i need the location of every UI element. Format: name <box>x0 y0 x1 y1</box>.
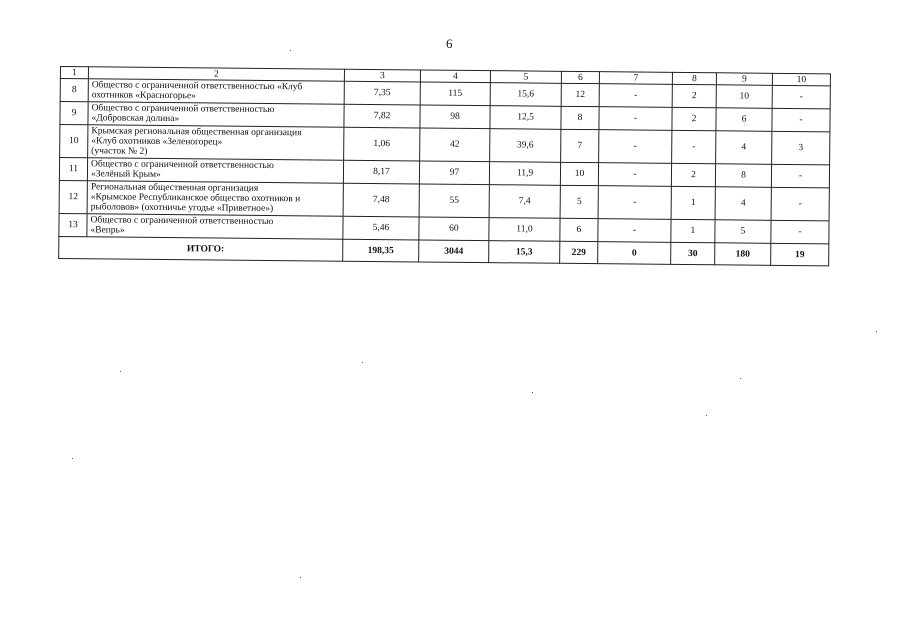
total-col-5: 15,3 <box>489 241 560 264</box>
header-cell-3: 3 <box>344 69 420 82</box>
organization-name <box>87 214 343 239</box>
header-cell-10: 10 <box>772 73 830 86</box>
cell-col-10: - <box>771 164 829 188</box>
cell-col-9: 4 <box>715 187 771 221</box>
row-number: 8 <box>60 79 88 102</box>
header-cell-9: 9 <box>716 73 772 86</box>
cell-col-7: - <box>599 84 672 108</box>
hunting-grounds-table <box>58 66 831 266</box>
cell-col-10: - <box>771 220 829 244</box>
cell-col-7: - <box>598 219 671 243</box>
header-cell-7: 7 <box>599 72 672 85</box>
cell-col-3: 5,46 <box>343 216 419 240</box>
scan-speck <box>290 50 291 51</box>
header-cell-6: 6 <box>561 71 599 83</box>
organization-name-line: Общество с ограниченной ответственностью <box>91 103 275 116</box>
organization-name-line: Общество с ограниченной ответственностью <box>91 159 274 172</box>
header-cell-5: 5 <box>490 71 561 84</box>
cell-col-10: - <box>771 187 829 221</box>
cell-col-3: 7,82 <box>344 104 420 128</box>
scan-speck <box>876 331 877 332</box>
cell-col-8: 2 <box>672 84 716 107</box>
organization-name-line: «Клуб охотников «Зеленогорец» <box>91 136 223 148</box>
cell-col-10: 3 <box>772 131 830 165</box>
cell-col-6: 12 <box>561 83 599 106</box>
cell-col-9: 6 <box>716 108 772 132</box>
organization-name <box>88 79 344 104</box>
scan-speck <box>362 362 363 363</box>
organization-name <box>88 102 344 127</box>
cell-col-8: - <box>672 130 716 163</box>
scan-speck <box>532 392 533 393</box>
cell-col-9: 4 <box>716 131 772 165</box>
cell-col-7: - <box>599 130 672 164</box>
cell-col-9: 8 <box>715 164 771 188</box>
row-number: 13 <box>59 213 87 236</box>
cell-col-6: 7 <box>561 129 599 162</box>
cell-col-6: 6 <box>560 218 598 241</box>
organization-name-line: охотников «Красногорье» <box>91 90 196 102</box>
hunting-grounds-table-wrap <box>58 66 830 266</box>
cell-col-3: 7,48 <box>343 183 419 217</box>
cell-col-10: - <box>772 85 830 109</box>
cell-col-3: 8,17 <box>343 160 419 184</box>
cell-col-4: 55 <box>419 184 489 218</box>
cell-col-6: 5 <box>560 185 598 218</box>
cell-col-6: 10 <box>560 162 598 185</box>
organization-name-line: Крымская региональная общественная организация <box>91 126 302 139</box>
cell-col-4: 98 <box>420 105 490 129</box>
cell-col-9: 5 <box>715 220 771 244</box>
row-number: 12 <box>59 180 87 213</box>
total-col-9: 180 <box>715 243 771 266</box>
cell-col-5: 11,0 <box>489 218 560 242</box>
total-col-6: 229 <box>560 241 598 263</box>
cell-col-5: 7,4 <box>489 185 560 219</box>
cell-col-5: 39,6 <box>490 129 561 163</box>
cell-col-7: - <box>598 186 671 220</box>
total-col-10: 19 <box>771 243 829 266</box>
cell-col-8: 2 <box>672 107 716 130</box>
header-cell-1: 1 <box>60 67 88 79</box>
total-col-8: 30 <box>671 242 715 264</box>
cell-col-7: - <box>598 163 671 187</box>
cell-col-6: 8 <box>561 106 599 129</box>
cell-col-4: 42 <box>420 128 490 162</box>
organization-name-line: «Вепрь» <box>90 225 125 236</box>
header-cell-2: 2 <box>88 67 344 81</box>
cell-col-5: 11,9 <box>489 162 560 186</box>
organization-name-line: (участок № 2) <box>91 146 148 157</box>
organization-name <box>87 181 343 216</box>
organization-name-line: «Зелёный Крым» <box>90 169 161 180</box>
organization-name-line: рыболовов» (охотничье угодье «Приветное») <box>90 202 274 215</box>
organization-name <box>87 158 343 183</box>
organization-name-line: Региональная общественная организация <box>90 182 259 194</box>
cell-col-4: 60 <box>419 217 489 241</box>
organization-name-line: «Крымское Республиканское общество охотников и <box>90 192 301 205</box>
organization-name <box>88 125 344 160</box>
organization-name-line: Общество с ограниченной ответственностью «Клуб <box>91 80 303 93</box>
total-col-7: 0 <box>598 242 671 265</box>
row-number: 9 <box>60 102 88 125</box>
cell-col-3: 7,35 <box>344 81 420 105</box>
header-cell-8: 8 <box>672 72 716 84</box>
cell-col-10: - <box>772 108 830 132</box>
total-label: ИТОГО: <box>59 236 343 261</box>
cell-col-4: 97 <box>419 161 489 185</box>
scan-speck <box>120 371 121 372</box>
row-number: 10 <box>60 125 88 158</box>
cell-col-8: 2 <box>671 163 715 186</box>
cell-col-5: 12,5 <box>490 106 561 130</box>
cell-col-9: 10 <box>716 85 772 109</box>
scan-speck <box>300 577 301 578</box>
cell-col-4: 115 <box>420 82 490 106</box>
header-cell-4: 4 <box>420 70 490 83</box>
total-col-3: 198,35 <box>343 239 419 262</box>
organization-name-line: «Добровская долина» <box>91 113 180 125</box>
row-number: 11 <box>59 158 87 181</box>
cell-col-8: 1 <box>671 186 715 219</box>
page-number: 6 <box>446 36 453 51</box>
total-col-4: 3044 <box>419 240 489 263</box>
cell-col-3: 1,06 <box>344 127 420 161</box>
scan-speck <box>72 458 73 459</box>
cell-col-5: 15,6 <box>490 83 561 107</box>
cell-col-8: 1 <box>671 219 715 242</box>
scan-speck <box>706 415 707 416</box>
organization-name-line: Общество с ограниченной ответственностью <box>90 215 274 228</box>
cell-col-7: - <box>599 107 672 131</box>
scan-speck <box>740 378 741 379</box>
